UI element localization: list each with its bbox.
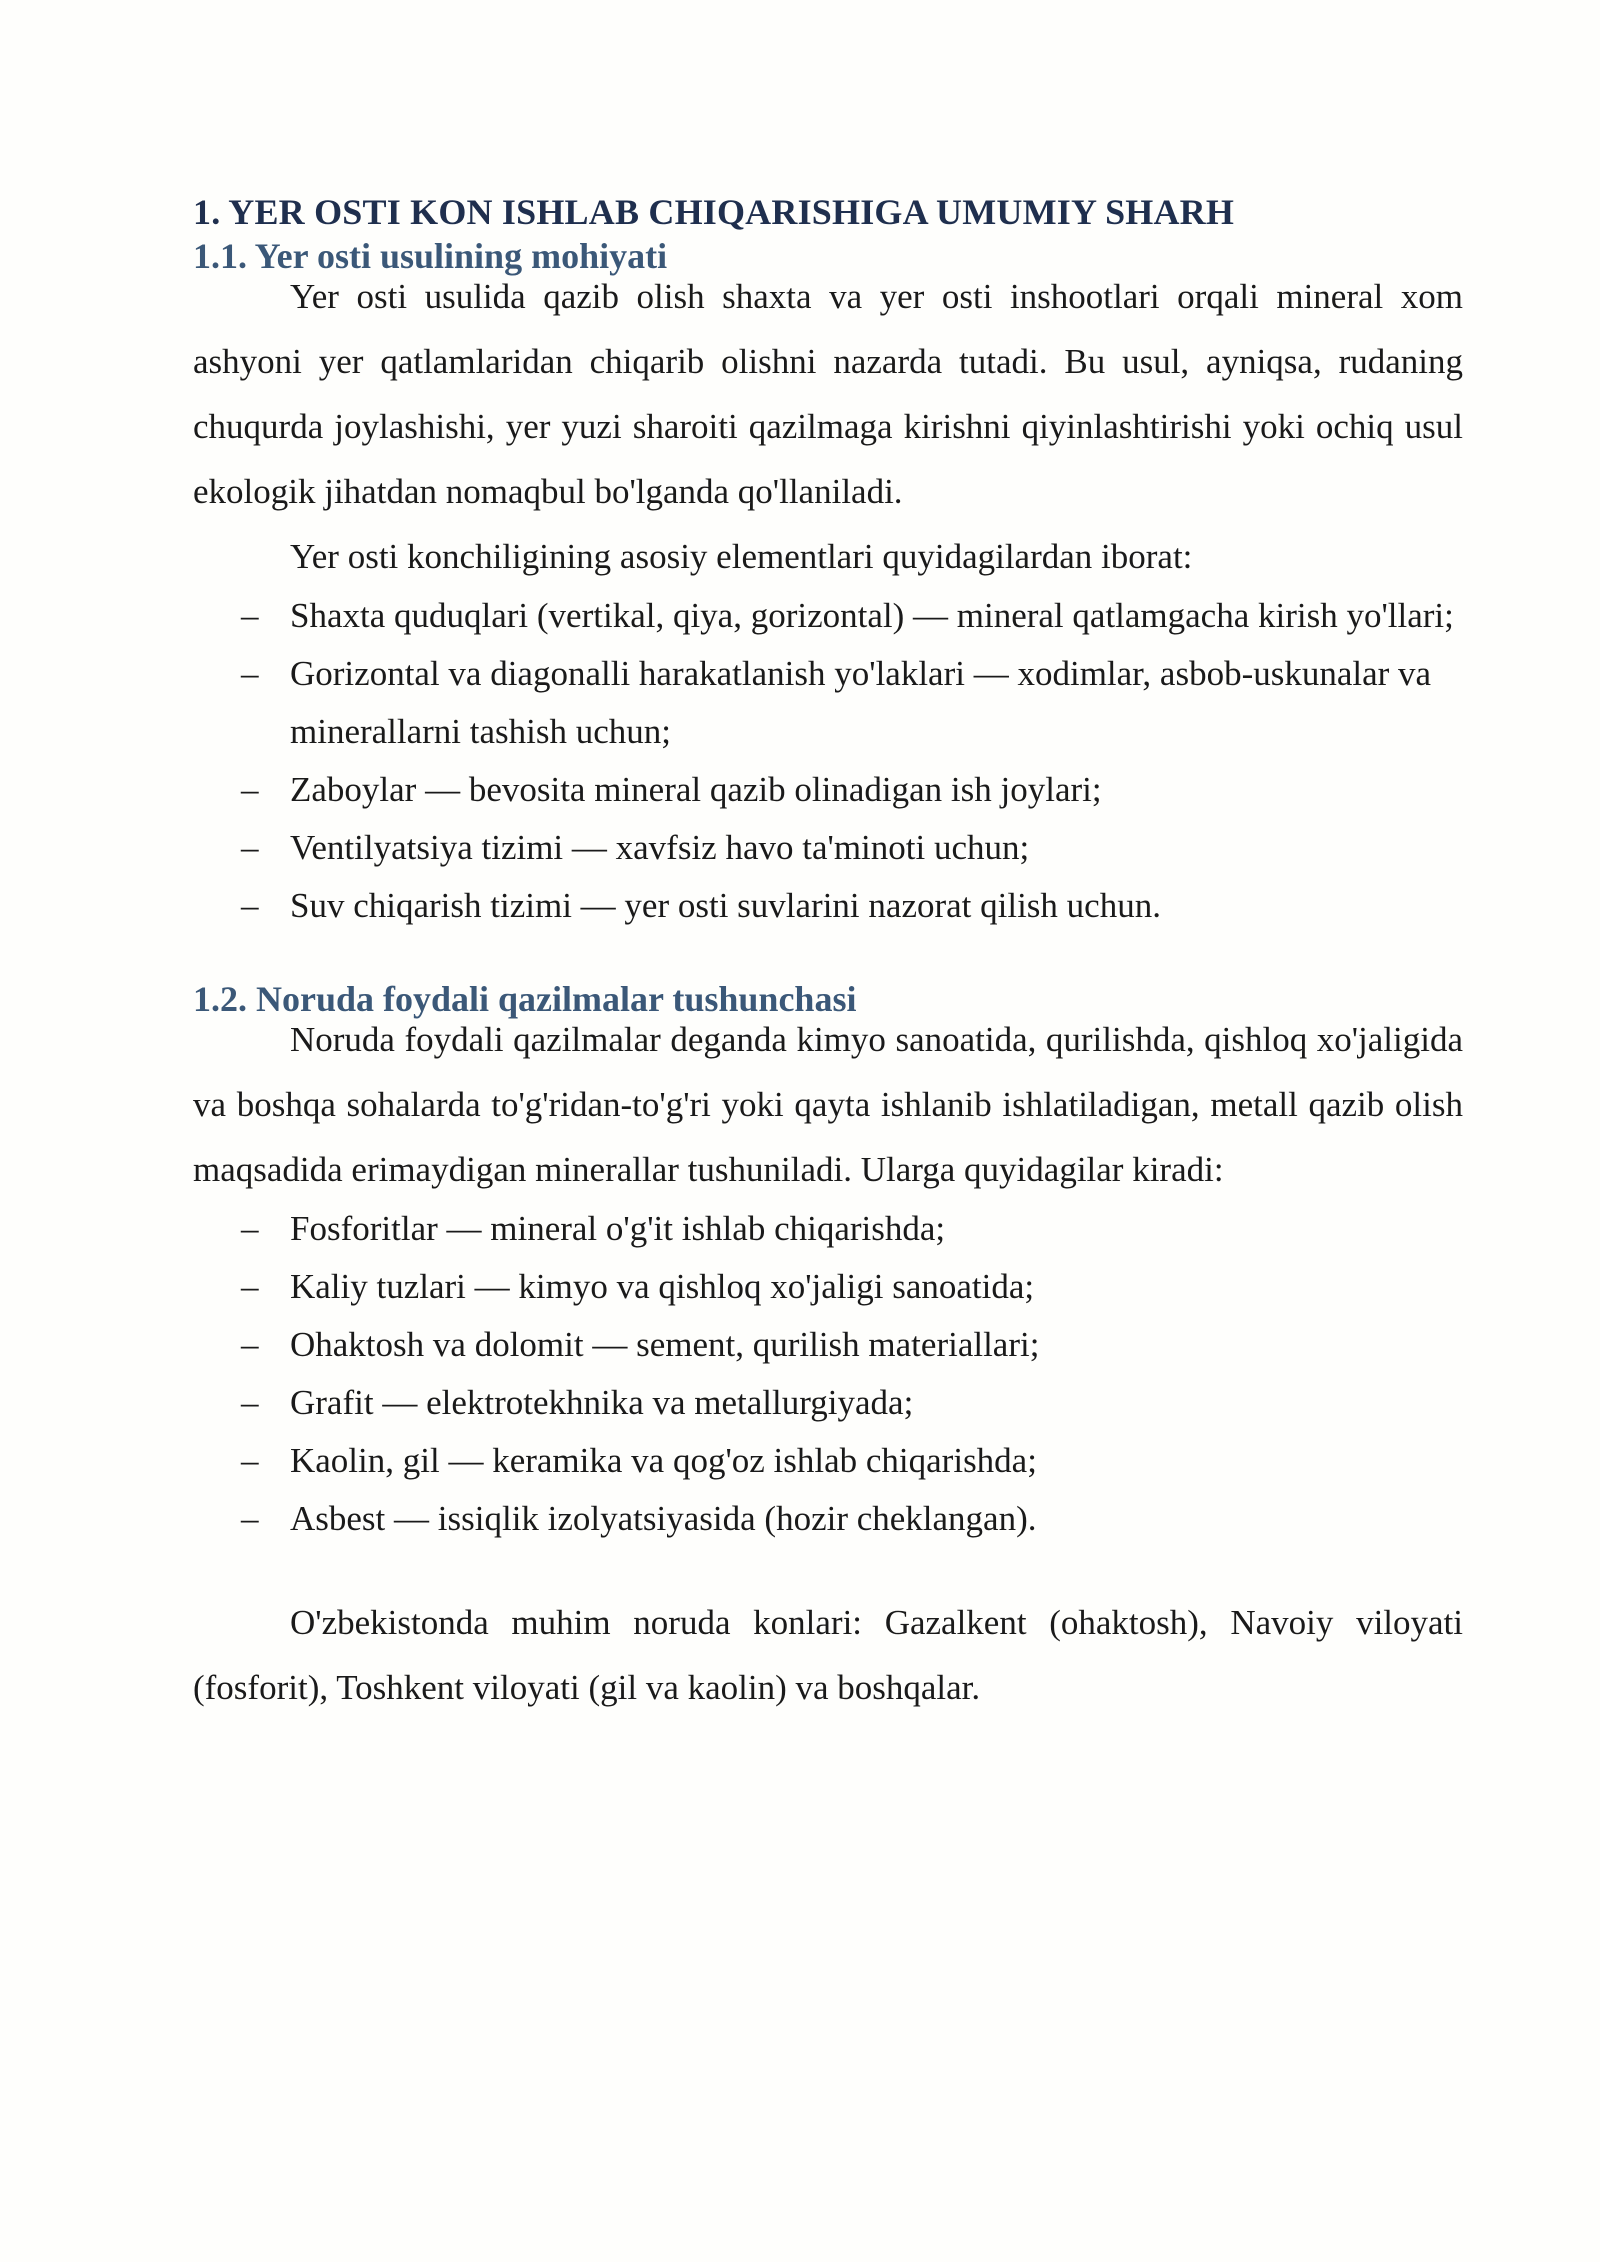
- list-item-text: Kaliy tuzlari — kimyo va qishloq xo'jaligi sanoatida;: [290, 1267, 1035, 1306]
- document-page: [193, 190, 1463, 1720]
- list-marker: –: [241, 828, 259, 867]
- list-marker: –: [241, 1383, 259, 1422]
- list-item-text: Asbest — issiqlik izolyatsiyasida (hozir cheklangan).: [290, 1499, 1037, 1538]
- list-item: [193, 1200, 1463, 1258]
- list-item-text: Gorizontal va diagonalli harakatlanish yo'laklari — xodimlar, asbob-uskunalar va minerallarni tashish uchun;: [290, 654, 1432, 751]
- list-item: [193, 1374, 1463, 1432]
- list-item: [193, 1258, 1463, 1316]
- list-item: [193, 819, 1463, 877]
- list-item-text: Ohaktosh va dolomit — sement, qurilish materiallari;: [290, 1325, 1040, 1364]
- list-marker: –: [241, 886, 259, 925]
- list-marker: –: [241, 596, 259, 635]
- list-item: [193, 1432, 1463, 1490]
- paragraph: Yer osti konchiligining asosiy elementlari quyidagilardan iborat:: [290, 537, 1193, 576]
- paragraph: O'zbekistonda muhim noruda konlari: Gazalkent (ohaktosh), Navoiy viloyati (fosforit), Toshkent viloyati (gil va kaolin) va boshqalar.: [193, 1603, 1463, 1707]
- list-item: [193, 587, 1463, 645]
- list-marker: –: [241, 770, 259, 809]
- elements-list: [193, 587, 1463, 935]
- list-item-text: Kaolin, gil — keramika va qog'oz ishlab chiqarishda;: [290, 1441, 1037, 1480]
- list-marker: –: [241, 654, 259, 693]
- list-item-text: Ventilyatsiya tizimi — xavfsiz havo ta'minoti uchun;: [290, 828, 1030, 867]
- list-item-text: Grafit — elektrotekhnika va metallurgiyada;: [290, 1383, 914, 1422]
- list-item-text: Suv chiqarish tizimi — yer osti suvlarini nazorat qilish uchun.: [290, 886, 1161, 925]
- list-marker: –: [241, 1267, 259, 1306]
- section-heading-1-2: 1.2. Noruda foydali qazilmalar tushunchasi: [193, 979, 857, 1019]
- list-marker: –: [241, 1499, 259, 1538]
- list-item: [193, 645, 1463, 761]
- list-marker: –: [241, 1325, 259, 1364]
- list-marker: –: [241, 1209, 259, 1248]
- list-item-text: Zaboylar — bevosita mineral qazib olinadigan ish joylari;: [290, 770, 1102, 809]
- list-item: [193, 761, 1463, 819]
- list-item: [193, 877, 1463, 935]
- list-item: [193, 1316, 1463, 1374]
- minerals-list: [193, 1200, 1463, 1548]
- section-heading-1-1: 1.1. Yer osti usulining mohiyati: [193, 236, 668, 276]
- list-item-text: Shaxta quduqlari (vertikal, qiya, gorizontal) — mineral qatlamgacha kirish yo'llari;: [290, 596, 1454, 635]
- paragraph: Yer osti usulida qazib olish shaxta va yer osti inshootlari orqali mineral xom ashyoni yer qatlamlaridan chiqarib olishni nazarda tutadi. Bu usul, ayniqsa, rudaning chuqurda joylashishi, yer yuzi sharoiti qazilmaga kirishni qiyinlashtirishi yoki ochiq usul ekologik jihatdan nomaqbul bo'lganda qo'llaniladi.: [193, 277, 1463, 511]
- paragraph: Noruda foydali qazilmalar deganda kimyo sanoatida, qurilishda, qishloq xo'jaligida va boshqa sohalarda to'g'ridan-to'g'ri yoki qayta ishlanib ishlatiladigan, metall qazib olish maqsadida erimaydigan minerallar tushuniladi. Ularga quyidagilar kiradi:: [193, 1020, 1463, 1189]
- list-marker: –: [241, 1441, 259, 1480]
- list-item: [193, 1490, 1463, 1548]
- list-item-text: Fosforitlar — mineral o'g'it ishlab chiqarishda;: [290, 1209, 946, 1248]
- chapter-heading: 1. YER OSTI KON ISHLAB CHIQARISHIGA UMUMIY SHARH: [193, 192, 1235, 232]
